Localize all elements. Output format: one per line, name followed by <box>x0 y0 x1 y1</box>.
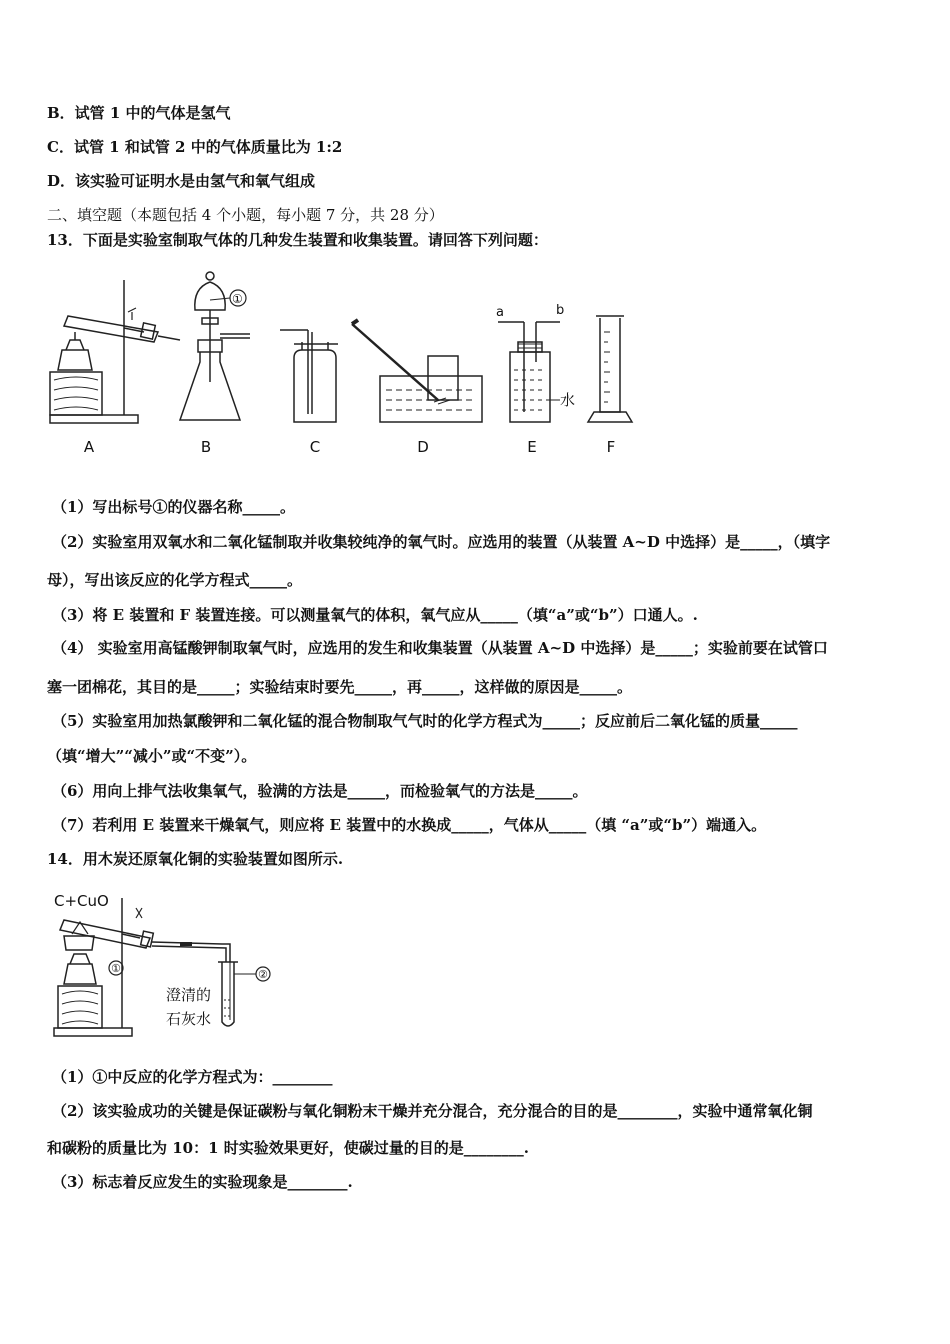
water-label: 水 <box>560 391 576 409</box>
q14-stem: 14．用木炭还原氧化铜的实验装置如图所示. <box>47 850 344 868</box>
section-title: 二、填空题（本题包括 4 个小题，每小题 7 分，共 28 分） <box>47 206 444 224</box>
reagent-label: C+CuO <box>54 892 109 910</box>
port-b-label: b <box>556 303 565 318</box>
q14-apparatus-figure <box>50 882 290 1042</box>
apparatus-f <box>588 316 632 422</box>
marker-1-label-q14: ① <box>111 962 121 975</box>
label-d: D <box>417 438 429 456</box>
q14-line-4: （3）标志着反应发生的实验现象是________. <box>52 1173 353 1191</box>
q13-line-6: 塞一团棉花，其目的是_____；实验结束时要先_____，再_____，这样做的原因是_____。 <box>47 678 633 696</box>
q14-line-2: （2）该实验成功的关键是保证碳粉与氧化铜粉末干燥并充分混合，充分混合的目的是________，实验中通常氧化铜 <box>52 1102 813 1120</box>
label-c: C <box>309 438 321 456</box>
q13-line-3: 母），写出该反应的化学方程式_____。 <box>47 571 303 589</box>
q13-line-7: （5）实验室用加热氯酸钾和二氧化锰的混合物制取气气时的化学方程式为_____；反应前后二氧化锰的质量_____ <box>52 712 798 730</box>
label-f: F <box>606 438 616 456</box>
limewater-label-1: 澄清的 <box>166 986 212 1004</box>
q14-line-3: 和碳粉的质量比为 10：1 时实验效果更好，使碳过量的目的是________. <box>47 1139 529 1157</box>
apparatus-e <box>498 322 560 422</box>
q13-line-10: （7）若利用 E 装置来干燥氧气，则应将 E 装置中的水换成_____，气体从_____（填 “a”或“b”）端通入。 <box>52 816 767 834</box>
q13-apparatus-figure <box>40 262 640 462</box>
q14-line-1: （1）①中反应的化学方程式为：________ <box>52 1068 333 1086</box>
limewater-label-2: 石灰水 <box>166 1010 212 1028</box>
marker-2-label: ② <box>258 968 268 981</box>
q13-line-1: （1）写出标号①的仪器名称_____。 <box>52 498 295 516</box>
label-e: E <box>527 438 537 456</box>
q13-line-5: （4） 实验室用高锰酸钾制取氧气时，应选用的发生和收集装置（从装置 A~D 中选择）是_____；实验前要在试管口 <box>52 639 828 657</box>
label-a: A <box>83 438 95 456</box>
apparatus-c <box>280 330 338 422</box>
option-d: D．该实验可证明水是由氢气和氧气组成 <box>47 172 316 190</box>
q13-line-4: （3）将 E 装置和 F 装置连接。可以测量氧气的体积，氧气应从_____（填“a”或“b”）口通人。. <box>52 606 698 624</box>
label-b: B <box>200 438 212 456</box>
option-c: C．试管 1 和试管 2 中的气体质量比为 1:2 <box>47 138 343 156</box>
option-b: B．试管 1 中的气体是氢气 <box>47 104 231 122</box>
marker-1-label: ① <box>232 292 243 306</box>
q13-stem: 13．下面是实验室制取气体的几种发生装置和收集装置。请回答下列问题： <box>47 231 548 249</box>
apparatus-d <box>352 320 482 422</box>
port-a-label: a <box>496 305 504 320</box>
q13-line-9: （6）用向上排气法收集氧气，验满的方法是_____，而检验氧气的方法是_____。 <box>52 782 588 800</box>
q13-line-2: （2）实验室用双氧水和二氧化锰制取并收集较纯净的氧气时。应选用的装置（从装置 A~D 中选择）是_____，（填字 <box>52 533 831 551</box>
apparatus-a <box>50 280 180 423</box>
q13-line-8: （填“增大”“减小”或“不变”）。 <box>47 747 257 765</box>
